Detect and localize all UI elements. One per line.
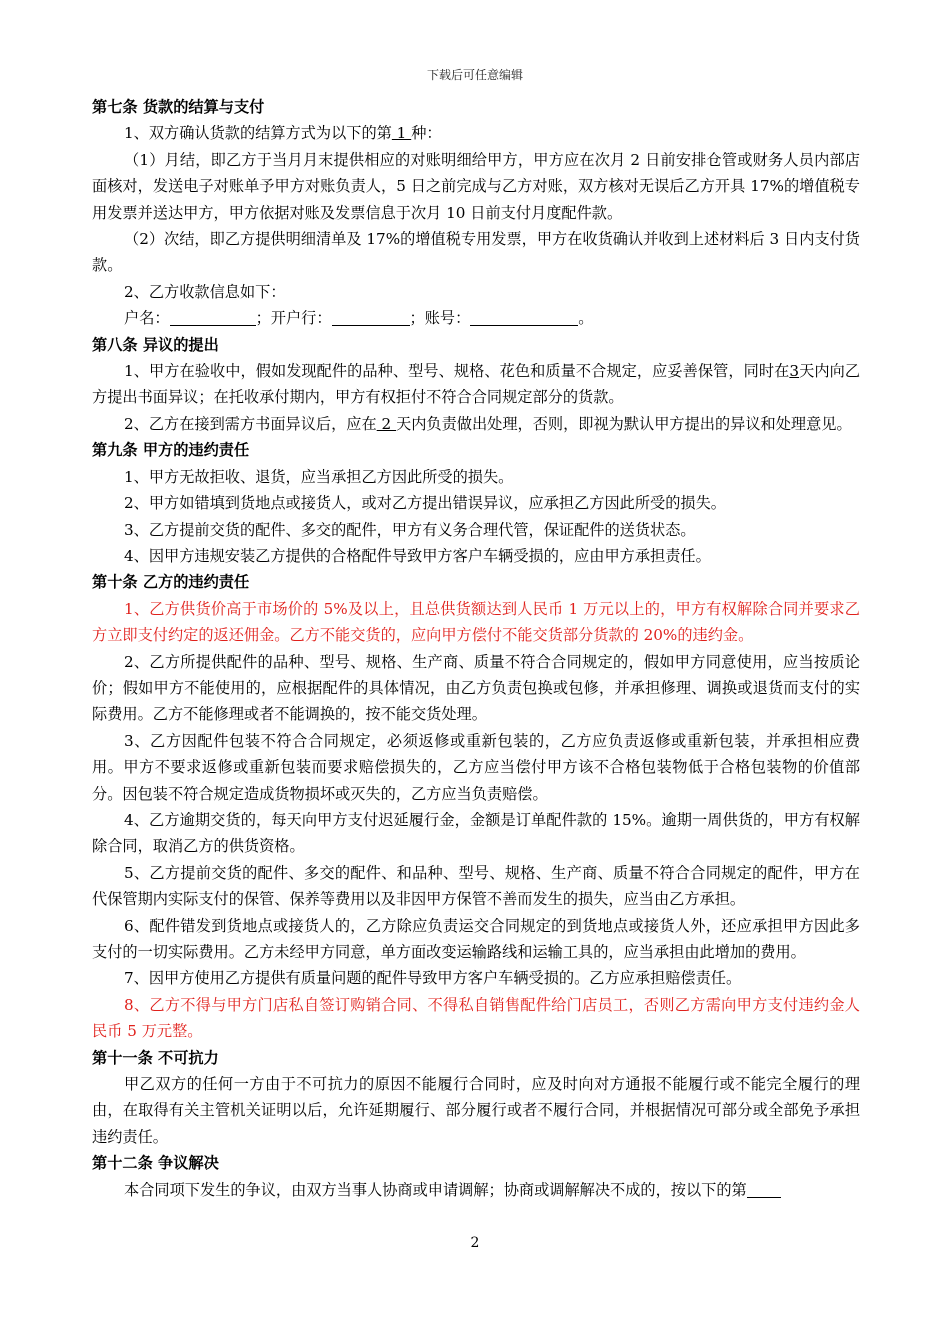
article-10-clause-7: 7、因甲方使用乙方提供有质量问题的配件导致甲方客户车辆受损的。乙方应承担赔偿责任。: [124, 969, 742, 988]
article-7-clause-1: 1、双方确认货款的结算方式为以下的第 1 种：: [124, 124, 442, 143]
article-9-heading: 第九条 甲方的违约责任: [92, 441, 250, 460]
page-header: 下载后可任意编辑: [426, 68, 523, 82]
article-10-clause-2: 2、乙方所提供配件的品种、型号、规格、生产商、质量不符合合同规定的，假如甲方同意使用，应当按质论价；假如甲方不能使用的，应根据配件的具体情况，由乙方负责包换或包修，并承担修理、调换或退货而支付的实际费用。乙方不能修理或者不能调换的，按不能交货处理。: [92, 652, 860, 724]
article-7-heading: 第七条 货款的结算与支付: [92, 98, 265, 116]
article-11-body: 甲乙双方的任何一方由于不可抗力的原因不能履行合同时，应及时向对方通报不能履行或不能完全履行的理由，在取得有关主管机关证明以后，允许延期履行、部分履行或者不履行合同，并根据情况可部分或全部免予承担违约责任。: [92, 1075, 860, 1146]
article-11-heading: 第十一条 不可抗力: [92, 1048, 219, 1067]
account-info-line: 户名： ；开户行： ；账号： 。: [124, 309, 594, 328]
article-8-clause-2: 2、乙方在接到需方书面异议后，应在 2 天内负责做出处理，否则，即视为默认甲方提出的异议和处理意见。: [124, 414, 852, 433]
article-10-clause-3: 3、乙方因配件包装不符合合同规定，必须返修或重新包装的，乙方应负责返修或重新包装，并承担相应费用。甲方不要求返修或重新包装而要求赔偿损失的，乙方应当偿付甲方该不合格包装物低于合格包装物的价值部分。因包装不符合规定造成货物损坏或灭失的，乙方应当负责赔偿。: [92, 731, 860, 803]
objection-days: 3: [789, 362, 800, 381]
article-12-heading: 第十二条 争议解决: [92, 1154, 219, 1173]
article-8-clause-1: 1、甲方在验收中，假如发现配件的品种、型号、规格、花色和质量不合规定，应妥善保管，同时在3天内向乙方提出书面异议；在托收承付期内，甲方有权拒付不符合合同规定部分的货款。: [92, 362, 861, 407]
article-9-clause-1: 1、甲方无故拒收、退货，应当承担乙方因此所受的损失。: [124, 467, 514, 486]
article-9-clause-4: 4、因甲方违规安装乙方提供的合格配件导致甲方客户车辆受损的，应由甲方承担责任。: [124, 546, 711, 565]
article-10-clause-4: 4、乙方逾期交货的，每天向甲方支付迟延履行金，金额是订单配件款的 15%。逾期一周供货的，甲方有权解除合同，取消乙方的供货资格。: [92, 810, 860, 856]
article-9-clause-2: 2、甲方如错填到货地点或接货人，或对乙方提出错误异议，应承担乙方因此所受的损失。: [124, 494, 726, 513]
article-7-per-order: （2）次结，即乙方提供明细清单及 17%的增值税专用发票，甲方在收货确认并收到上述材料后 3 日内支付货款。: [92, 230, 860, 275]
settlement-choice: 1: [391, 124, 412, 143]
bank-blank: [332, 307, 410, 326]
article-10-clause-1: 1、乙方供货价高于市场价的 5%及以上，且总供货额达到人民币 1 万元以上的，甲方有权解除合同并要求乙方立即支付约定的返还佣金。乙方不能交货的，应向甲方偿付不能交货部分货款的 20%的违约金。: [92, 599, 860, 645]
account-number-blank: [470, 307, 578, 326]
document-body: [92, 94, 860, 1203]
article-8-heading: 第八条 异议的提出: [92, 335, 219, 354]
article-7-clause-2: 2、乙方收款信息如下：: [124, 282, 286, 301]
article-10-clause-6: 6、配件错发到货地点或接货人的，乙方除应负责运交合同规定的到货地点或接货人外，还应承担甲方因此多支付的一切实际费用。乙方未经甲方同意，单方面改变运输路线和运输工具的，应当承担由此增加的费用。: [92, 916, 860, 961]
article-10-clause-8: 8、乙方不得与甲方门店私自签订购销合同、不得私自销售配件给门店员工，否则乙方需向甲方支付违约金人民币 5 万元整。: [92, 995, 860, 1041]
article-12-body: 本合同项下发生的争议，由双方当事人协商或申请调解；协商或调解解决不成的，按以下的第: [92, 1177, 860, 1203]
response-days: 2: [376, 414, 396, 433]
page-number: 2: [470, 1235, 480, 1251]
article-10-clause-5: 5、乙方提前交货的配件、多交的配件、和品种、型号、规格、生产商、质量不符合合同规定的配件，甲方在代保管期内实际支付的保管、保养等费用以及非因甲方保管不善而发生的损失，应当由乙方承担。: [92, 863, 860, 909]
article-7-monthly: （1）月结，即乙方于当月月末提供相应的对账明细给甲方，甲方应在次月 2 日前安排仓管或财务人员内部店面核对，发送电子对账单予甲方对账负责人，5 日之前完成与乙方对账，双方核对无误后乙方开具 17%的增值税专用发票并送达甲方，甲方依据对账及发票信息于次月 10 日前支付月度配件款。: [92, 150, 860, 222]
account-name-blank: [170, 307, 256, 326]
dispute-option-blank: [747, 1179, 781, 1198]
article-10-heading: 第十条 乙方的违约责任: [92, 573, 250, 592]
article-9-clause-3: 3、乙方提前交货的配件、多交的配件，甲方有义务合理代管，保证配件的送货状态。: [124, 520, 696, 539]
